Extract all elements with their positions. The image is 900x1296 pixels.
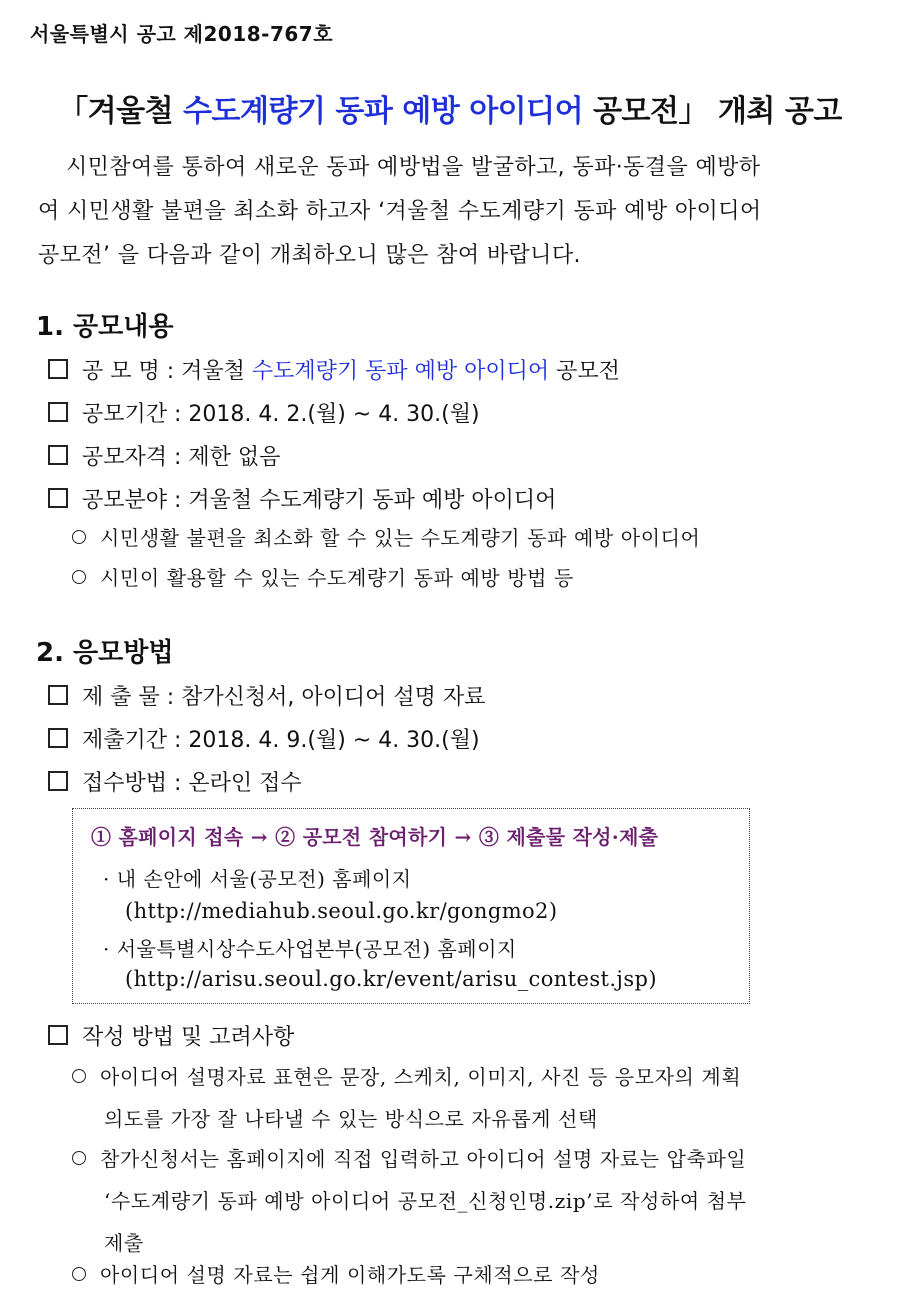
circle-bullet-icon <box>72 1069 86 1083</box>
contest-name-item <box>48 354 620 385</box>
checkbox-square-icon <box>48 359 68 379</box>
writing-point-2-line-1: 참가신청서는 홈페이지에 직접 입력하고 아이디어 설명 자료는 압축파일 <box>100 1147 747 1171</box>
intro-line-1: 시민참여를 통하여 새로운 동파 예방법을 발굴하고, 동파·동결을 예방하 <box>66 155 761 180</box>
field-text: 공모분야 : 겨울철 수도계량기 동파 예방 아이디어 <box>82 488 557 513</box>
contest-name-label: 공 모 명 : <box>82 359 182 384</box>
submission-period-item <box>48 723 480 754</box>
writing-point-2-line-3: 제출 <box>104 1231 144 1255</box>
writing-guide-heading: 작성 방법 및 고려사항 <box>82 1025 295 1050</box>
circle-bullet-icon <box>72 1267 86 1281</box>
submission-method-item <box>48 766 302 797</box>
field-sub-item-1 <box>72 517 862 559</box>
section-1-heading: 1. 공모내용 <box>36 312 174 342</box>
qualification-item <box>48 440 280 471</box>
submission-item <box>48 680 485 711</box>
contest-name-highlight: 수도계량기 동파 예방 아이디어 <box>251 359 550 384</box>
writing-guide-item <box>48 1020 294 1051</box>
doc-number: 서울특별시 공고 제2018-767호 <box>30 22 334 46</box>
contest-name-suffix: 공모전 <box>549 359 620 384</box>
writing-point-1-line-2: 의도를 가장 잘 나타낼 수 있는 방식으로 자유롭게 선택 <box>104 1107 598 1131</box>
submission-method-text: 접수방법 : 온라인 접수 <box>82 771 302 796</box>
site-2-url: (http://arisu.seoul.go.kr/event/arisu_contest.jsp) <box>125 967 657 991</box>
checkbox-square-icon <box>48 488 68 508</box>
steps-text: ① 홈페이지 접속 → ② 공모전 참여하기 → ③ 제출물 작성·제출 <box>91 825 659 849</box>
field-sub-item-2 <box>72 557 862 599</box>
submission-period-text: 제출기간 : 2018. 4. 9.(월) ~ 4. 30.(월) <box>82 728 480 753</box>
contest-period-item <box>48 397 480 428</box>
site-2-label: · 서울특별시상수도사업본부(공모전) 홈페이지 <box>103 937 517 961</box>
field-sub-text-1: 시민생활 불편을 최소화 할 수 있는 수도계량기 동파 예방 아이디어 <box>100 526 701 550</box>
page-title <box>0 86 900 130</box>
title-highlight: 수도계량기 동파 예방 아이디어 <box>183 94 584 129</box>
title-close: 공모전」 개최 공고 <box>583 94 842 129</box>
intro-line-2: 여 시민생활 불편을 최소화 하고자 ‘겨울철 수도계량기 동파 예방 아이디어 <box>38 199 762 224</box>
writing-guide-point-2 <box>72 1138 862 1264</box>
intro-paragraph <box>38 146 868 278</box>
section-2-heading: 2. 응모방법 <box>36 638 174 668</box>
title-open: 「겨울철 <box>58 94 184 129</box>
checkbox-square-icon <box>48 728 68 748</box>
qualification-text: 공모자격 : 제한 없음 <box>82 445 281 470</box>
field-sub-text-2: 시민이 활용할 수 있는 수도계량기 동파 예방 방법 등 <box>100 566 574 590</box>
checkbox-square-icon <box>48 685 68 705</box>
writing-guide-point-1 <box>72 1056 862 1140</box>
checkbox-square-icon <box>48 1025 68 1045</box>
writing-point-3-line-1: 아이디어 설명 자료는 쉽게 이해가도록 구체적으로 작성 <box>100 1263 600 1287</box>
submission-text: 제 출 물 : 참가신청서, 아이디어 설명 자료 <box>82 685 486 710</box>
writing-point-1-line-1: 아이디어 설명자료 표현은 문장, 스케치, 이미지, 사진 등 응모자의 계획 <box>100 1065 742 1089</box>
circle-bullet-icon <box>72 570 86 584</box>
site-1-url: (http://mediahub.seoul.go.kr/gongmo2) <box>125 899 558 923</box>
checkbox-square-icon <box>48 402 68 422</box>
circle-bullet-icon <box>72 1151 86 1165</box>
submission-steps-box <box>72 808 750 1004</box>
writing-guide-point-3 <box>72 1254 862 1296</box>
circle-bullet-icon <box>72 530 86 544</box>
writing-point-2-line-2: ‘수도계량기 동파 예방 아이디어 공모전_신청인명.zip’로 작성하여 첨부 <box>104 1189 747 1213</box>
contest-name-prefix: 겨울철 <box>181 359 252 384</box>
field-item <box>48 483 556 514</box>
intro-line-3: 공모전’ 을 다음과 같이 개최하오니 많은 참여 바랍니다. <box>38 243 581 268</box>
site-1-label: · 내 손안에 서울(공모전) 홈페이지 <box>103 867 412 891</box>
checkbox-square-icon <box>48 771 68 791</box>
checkbox-square-icon <box>48 445 68 465</box>
contest-period-text: 공모기간 : 2018. 4. 2.(월) ~ 4. 30.(월) <box>82 402 480 427</box>
